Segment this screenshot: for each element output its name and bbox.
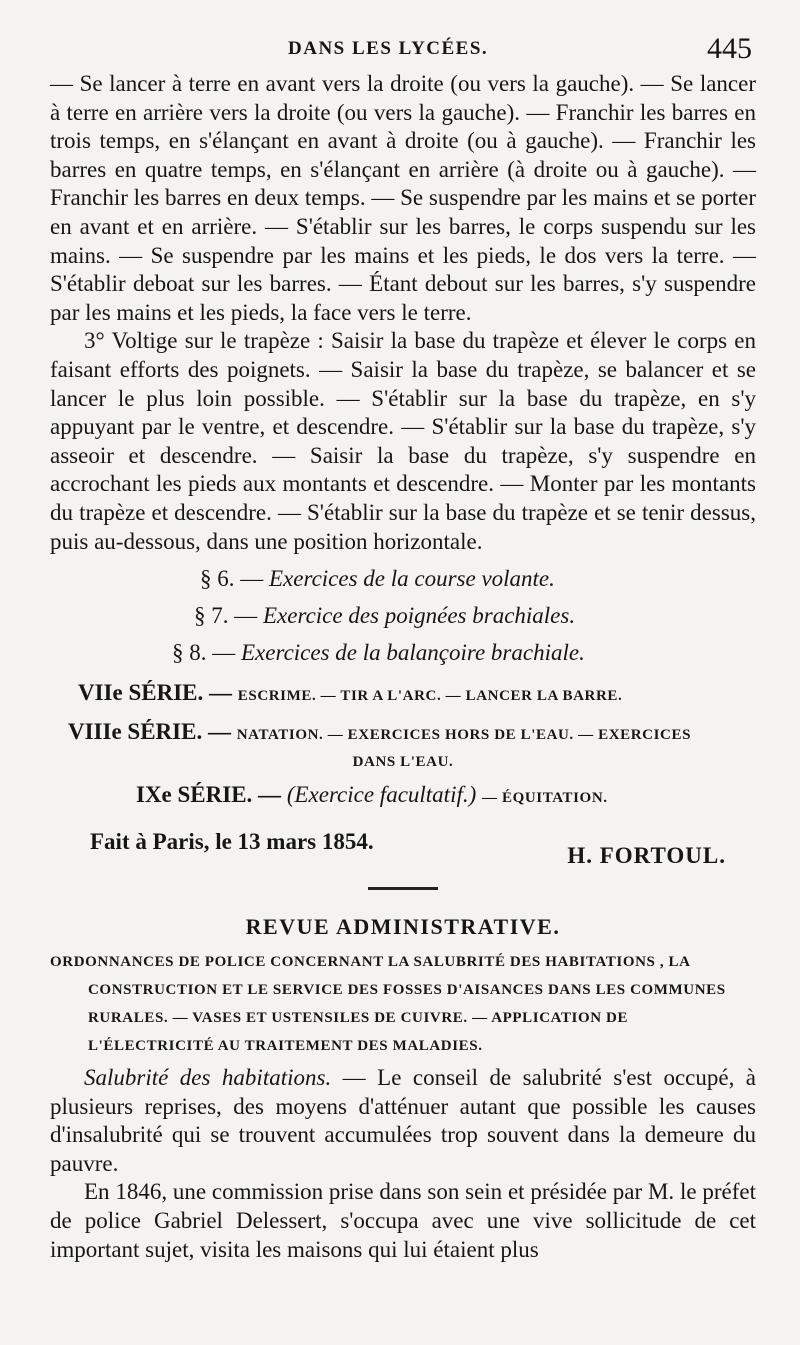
revue-body (50, 1064, 756, 1264)
ordonnances-line-2: CONSTRUCTION ET LE SERVICE DES FOSSES D'AISANCES DANS LES COMMUNES (88, 982, 726, 999)
signature-block (50, 829, 756, 869)
series-viii-label: VIIIe SÉRIE. — (68, 719, 231, 745)
series-ix (136, 780, 756, 813)
section-7-number: § 7. — (194, 603, 258, 629)
section-7-title: Exercice des poignées brachiales. (263, 603, 576, 629)
ordonnances-line-4: L'ÉLECTRICITÉ AU TRAITEMENT DES MALADIES. (88, 1038, 483, 1055)
salubrite-lead: Salubrité des habitations. (84, 1065, 332, 1091)
paragraph-salubrite (50, 1064, 756, 1178)
signature-name: H. FORTOUL. (567, 843, 726, 869)
salubrite-text: — Le conseil de salubrité s'est occupé, à plusieurs reprises, des moyens d'atténuer autant que possible les causes d'insalubrité qui se trouvent accumulées trop souvent dans la demeure du pauvre. (50, 1065, 757, 1176)
series-vii-label: VIIe SÉRIE. — (78, 680, 233, 706)
section-8-title: Exercices de la balançoire brachiale. (241, 640, 585, 666)
paragraph-commission: En 1846, une commission prise dans son sein et présidée par M. le préfet de police Gabriel Delessert, s'occupa avec une vive sollicitude de cet important sujet, visita les maisons qui lui étaient plus (50, 1179, 756, 1262)
series-vii-text: ESCRIME. — TIR A L'ARC. — LANCER LA BARRE. (237, 688, 623, 705)
series-viii-continuation: DANS L'EAU. (352, 754, 454, 771)
ordonnances-heading (50, 948, 756, 1060)
paragraph-trapeze: 3° Voltige sur le trapèze : Saisir la base du trapèze et élever le corps en faisant efforts des poignets. — Saisir la base du trapèze, se balancer et se lancer le plus loin possible. — S'établir sur la base du trapèze, en s'y appuyant par le ventre, et descendre. — S'établir sur la base du trapèze, s'y asseoir et descendre. — Saisir la base du trapèze, s'y suspendre en accrochant les pieds aux montants et descendre. — Monter par les montants du trapèze et descendre. — S'établir sur la base du trapèze et se tenir dessus, puis au-dessous, dans une position horizontale. (50, 328, 756, 554)
signature-place-date: Fait à Paris, le 13 mars 1854. (90, 829, 374, 855)
series-viii (68, 717, 756, 750)
section-8 (172, 636, 756, 670)
series-viii-text: NATATION. — EXERCICES HORS DE L'EAU. — EXERCICES (236, 727, 692, 744)
series-vii (78, 678, 756, 711)
paragraph-barres: — Se lancer à terre en avant vers la droite (ou vers la gauche). — Se lancer à terre en arrière vers la droite (ou vers la gauche). — Franchir les barres en trois temps, en s'élançant en avant à droite (ou à gauche). — Franchir les barres en quatre temps, en s'élançant en arrière (à droite ou à gauche). — Franchir les barres en deux temps. — Se suspendre par les mains et se porter en avant et en arrière. — S'établir sur les barres, le corps suspendu sur les mains. — Se suspendre par les mains et les pieds, le dos vers la terre. — S'établir deboat sur les barres. — Étant debout sur les barres, s'y suspendre par les mains et les pieds, la face vers le terre. (50, 71, 756, 325)
section-8-number: § 8. — (172, 640, 236, 666)
section-7 (194, 599, 756, 633)
revue-title: REVUE ADMINISTRATIVE. (245, 914, 561, 940)
series-ix-label: IXe SÉRIE. — (136, 782, 282, 808)
running-head (50, 28, 756, 68)
section-6-title: Exercices de la course volante. (269, 566, 555, 592)
series-ix-text: — ÉQUITATION. (482, 790, 608, 807)
page-number: 445 (707, 32, 752, 65)
section-6 (200, 562, 756, 596)
running-title: DANS LES LYCÉES. (288, 38, 489, 59)
section-6-number: § 6. — (200, 566, 264, 592)
ordonnances-line-3: RURALES. — VASES ET USTENSILES DE CUIVRE. — APPLICATION DE (88, 1010, 629, 1027)
ordonnances-line-1: ORDONNANCES DE POLICE CONCERNANT LA SALUBRITÉ DES HABITATIONS , LA (50, 954, 691, 971)
section-divider (368, 887, 438, 890)
series-ix-note: (Exercice facultatif.) (286, 782, 477, 808)
